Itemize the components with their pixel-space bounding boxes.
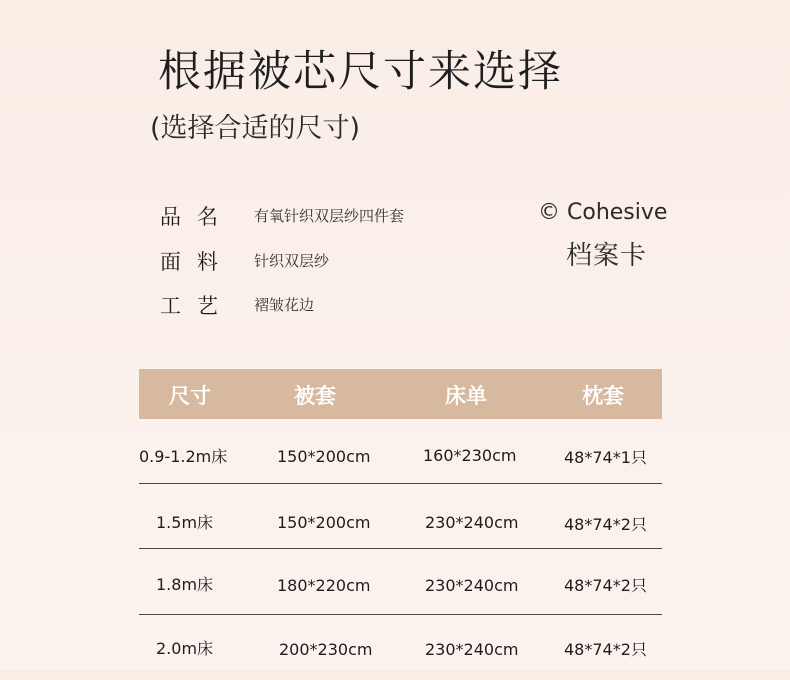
- table-cell: 2.0m床: [156, 639, 214, 658]
- row-divider: [139, 614, 662, 615]
- table-row: [139, 616, 662, 680]
- column-header: 尺寸: [169, 384, 211, 408]
- table-cell: 48*74*2只: [564, 515, 647, 534]
- size-table-header: [139, 369, 662, 419]
- table-row: [139, 485, 662, 549]
- table-row: [139, 550, 662, 614]
- column-header: 被套: [294, 384, 336, 408]
- table-cell: 1.8m床: [156, 575, 214, 594]
- table-cell: 1.5m床: [156, 513, 214, 532]
- table-cell: 200*230cm: [279, 640, 373, 659]
- table-cell: 48*74*2只: [564, 640, 647, 659]
- table-cell: 48*74*2只: [564, 576, 647, 595]
- table-cell: 150*200cm: [277, 447, 371, 466]
- info-label: 面料: [160, 250, 234, 274]
- row-divider: [139, 483, 662, 484]
- table-cell: 150*200cm: [277, 513, 371, 532]
- table-cell: 0.9-1.2m床: [139, 447, 228, 466]
- table-row: [139, 420, 662, 484]
- table-cell: 160*230cm: [423, 446, 517, 465]
- info-value: 褶皱花边: [254, 296, 315, 314]
- info-label: 工艺: [160, 294, 234, 318]
- table-cell: 230*240cm: [425, 640, 519, 659]
- info-label: 品名: [160, 205, 234, 229]
- table-cell: 180*220cm: [277, 576, 371, 595]
- page-title: 根据被芯尺寸来选择: [158, 47, 563, 97]
- brand-name: © Cohesive: [538, 200, 668, 225]
- column-header: 枕套: [582, 384, 624, 408]
- table-cell: 48*74*1只: [564, 448, 647, 467]
- brand-subtitle: 档案卡: [566, 241, 648, 271]
- row-divider: [139, 548, 662, 549]
- page-subtitle: (选择合适的尺寸): [150, 113, 361, 144]
- table-cell: 230*240cm: [425, 576, 519, 595]
- info-value: 针织双层纱: [254, 252, 330, 270]
- column-header: 床单: [445, 384, 487, 408]
- info-value: 有氧针织双层纱四件套: [254, 207, 405, 225]
- table-cell: 230*240cm: [425, 513, 519, 532]
